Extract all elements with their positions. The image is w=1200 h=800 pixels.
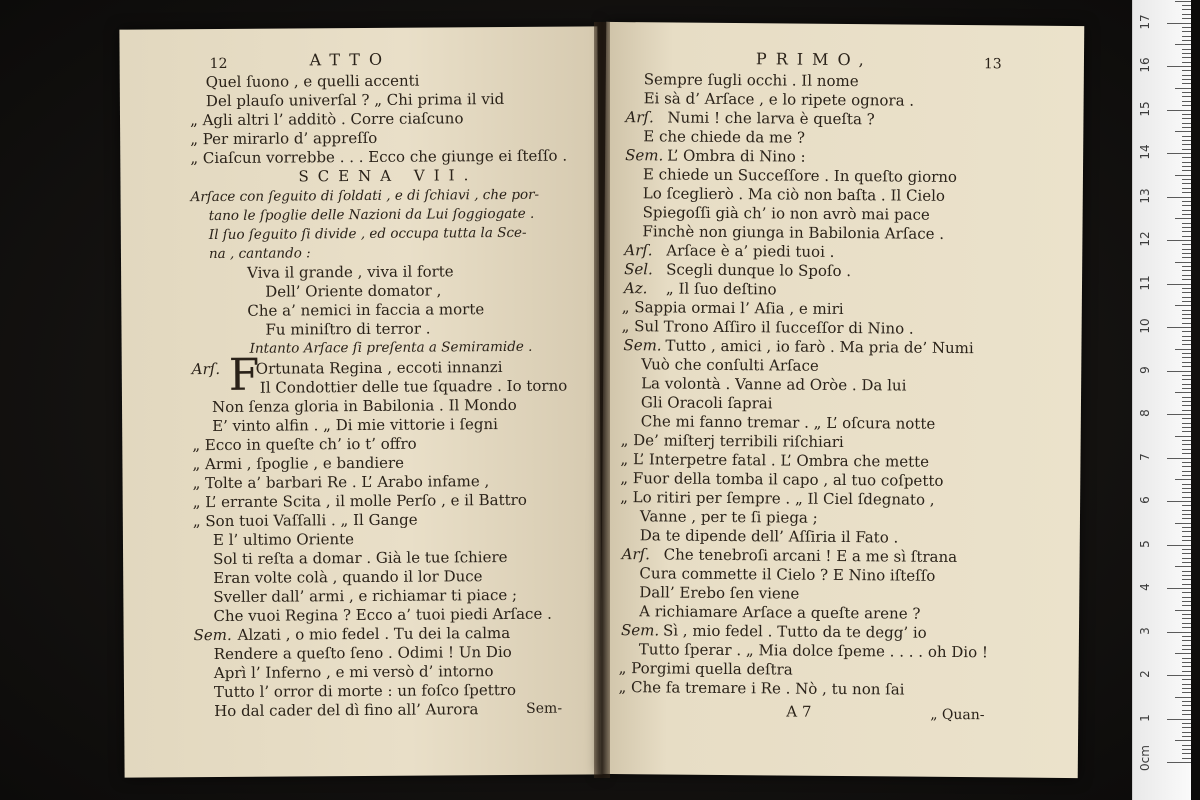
- verse-line: Finchè non giunga in Babilonia Arſace .: [642, 222, 945, 243]
- catchword: Sem-: [526, 700, 563, 717]
- ruler-tick: [1182, 471, 1191, 472]
- ruler-tick: [1182, 614, 1191, 615]
- ruler-tick: [1182, 96, 1191, 97]
- ruler-tick: [1182, 705, 1191, 706]
- ruler-tick: [1167, 197, 1191, 198]
- ruler-tick: [1175, 566, 1191, 567]
- ruler-tick: [1167, 23, 1191, 24]
- verse-line: Spiegoſſi già ch’ io non avrò mai pace: [642, 203, 930, 224]
- ruler-tick: [1167, 66, 1191, 67]
- verse-line: E che chiede da me ?: [643, 127, 806, 147]
- ruler-tick: [1167, 327, 1191, 328]
- verse-line: Non ſenza gloria in Babilonia . Il Mondo: [211, 395, 517, 417]
- ruler-tick: [1182, 118, 1191, 119]
- ruler-tick: [1182, 492, 1191, 493]
- verse-line: Cura commette il Cielo ? E Nino iſteſſo: [639, 564, 936, 585]
- ruler-tick: [1182, 92, 1191, 93]
- ruler-tick: [1167, 762, 1191, 763]
- ruler-tick: [1182, 601, 1191, 602]
- ruler-tick: [1182, 423, 1191, 424]
- ruler-tick: [1175, 131, 1191, 132]
- ruler-tick: [1182, 484, 1191, 485]
- ruler-tick: [1182, 223, 1191, 224]
- ruler-label: 2: [1138, 670, 1152, 678]
- verse-line: E l’ ultimo Oriente: [212, 530, 355, 550]
- text-line: „ Ciaſcun vorrebbe . . . Ecco che giunge ei ſteſſo .: [190, 146, 568, 168]
- ruler-tick: [1182, 366, 1191, 367]
- verse-line: Aprì l’ Inferno , e mi versò d’ intorno: [213, 662, 494, 683]
- measurement-ruler: [1132, 0, 1191, 800]
- ruler-tick: [1175, 88, 1191, 89]
- ruler-tick: [1182, 553, 1191, 554]
- ruler-tick: [1182, 166, 1191, 167]
- ruler-tick: [1182, 671, 1191, 672]
- verse-line: Che tenebroſi arcani ! E a me sì ſtrana: [663, 545, 958, 567]
- ruler-label: 11: [1138, 274, 1152, 291]
- ruler-label: 8: [1138, 409, 1152, 417]
- ruler-tick: [1182, 183, 1191, 184]
- ruler-tick: [1182, 692, 1191, 693]
- ruler-tick: [1175, 349, 1191, 350]
- ruler-tick: [1182, 140, 1191, 141]
- ruler-tick: [1182, 497, 1191, 498]
- ruler-tick: [1182, 475, 1191, 476]
- verse-line: Tutto , amici , io farò . Ma pria de’ Numi: [665, 336, 974, 358]
- ruler-tick: [1182, 14, 1191, 15]
- ruler-tick: [1182, 279, 1191, 280]
- ruler-tick: [1182, 75, 1191, 76]
- ruler-tick: [1182, 123, 1191, 124]
- ruler-tick: [1182, 666, 1191, 667]
- ruler-tick: [1182, 536, 1191, 537]
- ruler-tick: [1182, 36, 1191, 37]
- verse-line: „ Fuor della tomba il capo , al tuo coſpetto: [620, 469, 944, 490]
- ruler-tick: [1182, 9, 1191, 10]
- verse-line: „ L’ errante Scita , il molle Perſo , e il Battro: [192, 490, 527, 512]
- verse-line: „ Il ſuo deſtino: [665, 279, 777, 299]
- ruler-tick: [1167, 414, 1191, 415]
- ruler-tick: [1182, 466, 1191, 467]
- ruler-tick: [1182, 362, 1191, 363]
- ruler-tick: [1182, 105, 1191, 106]
- ruler-tick: [1182, 336, 1191, 337]
- ruler-tick: [1182, 31, 1191, 32]
- verse-line: „ Lo ritiri per ſempre . „ Il Ciel ſdegnato ,: [620, 488, 935, 509]
- verse-line: Che mi fanno tremar . „ L’ oſcura notte: [640, 412, 936, 433]
- ruler-tick: [1182, 257, 1191, 258]
- ruler-tick: [1182, 275, 1191, 276]
- right-page: [600, 22, 1085, 778]
- ruler-label: 13: [1138, 187, 1152, 204]
- ruler-tick: [1182, 758, 1191, 759]
- ruler-tick: [1167, 675, 1191, 676]
- verse-line: Ei sà d’ Arſace , e lo ripete ognora .: [643, 89, 915, 110]
- ruler-label: 15: [1138, 100, 1152, 117]
- ruler-tick: [1182, 323, 1191, 324]
- ruler-tick: [1182, 314, 1191, 315]
- ruler-tick: [1182, 453, 1191, 454]
- ruler-label: 3: [1138, 626, 1152, 635]
- verse-line: Sempre ſugli occhi . Il nome: [643, 70, 859, 91]
- ruler-tick: [1182, 297, 1191, 298]
- verse-line: Vuò che conſulti Arſace: [641, 355, 819, 375]
- stage-direction: na , cantando :: [208, 245, 311, 263]
- ruler-tick: [1175, 479, 1191, 480]
- speaker-label: Sem.: [623, 336, 662, 355]
- speaker-label: Arſ.: [191, 359, 221, 379]
- ruler-tick: [1182, 27, 1191, 28]
- ruler-tick: [1182, 449, 1191, 450]
- verse-line: A richiamare Arſace a queſte arene ?: [639, 602, 921, 623]
- ruler-tick: [1175, 175, 1191, 176]
- stage-direction: Il ſuo ſeguito ſi divide , ed occupa tutta la Sce-: [208, 224, 527, 244]
- verse-line: L’ Ombra di Nino :: [667, 146, 806, 166]
- ruler-tick: [1167, 371, 1191, 372]
- ruler-tick: [1182, 488, 1191, 489]
- ruler-tick: [1182, 192, 1191, 193]
- ruler-tick: [1182, 605, 1191, 606]
- ruler-tick: [1182, 114, 1191, 115]
- ruler-tick: [1182, 527, 1191, 528]
- ruler-tick: [1182, 710, 1191, 711]
- catchword: „ Quan-: [930, 706, 985, 724]
- ruler-tick: [1175, 653, 1191, 654]
- verse-line: Ho dal cader del dì fino all’ Aurora: [214, 700, 479, 721]
- chorus-line: Viva il grande , viva il forte: [247, 262, 454, 282]
- ruler-tick: [1182, 618, 1191, 619]
- ruler-tick: [1182, 79, 1191, 80]
- ruler-tick: [1182, 584, 1191, 585]
- ruler-tick: [1182, 179, 1191, 180]
- ruler-tick: [1167, 588, 1191, 589]
- ruler-tick: [1182, 753, 1191, 754]
- ruler-tick: [1182, 701, 1191, 702]
- ruler-tick: [1182, 688, 1191, 689]
- ruler-tick: [1182, 127, 1191, 128]
- ruler-tick: [1182, 170, 1191, 171]
- ruler-tick: [1175, 262, 1191, 263]
- ruler-tick: [1167, 458, 1191, 459]
- speaker-label: Sem.: [193, 625, 232, 645]
- running-head: PRIMO,: [755, 49, 873, 70]
- ruler-tick: [1175, 392, 1191, 393]
- ruler-tick: [1182, 558, 1191, 559]
- ruler-tick: [1182, 597, 1191, 598]
- ruler-tick: [1167, 240, 1191, 241]
- ruler-tick: [1182, 627, 1191, 628]
- drop-cap: F: [228, 349, 260, 401]
- verse-line: Dall’ Erebo ſen viene: [639, 583, 800, 603]
- ruler-tick: [1175, 697, 1191, 698]
- ruler-tick: [1182, 101, 1191, 102]
- verse-line: Tutto ſperar . „ Mia dolce ſpeme . . . . oh Dio !: [638, 640, 989, 662]
- ruler-label: 16: [1138, 57, 1152, 73]
- verse-line: Lo ſceglierò . Ma ciò non baſta . Il Cielo: [642, 184, 946, 205]
- ruler-tick: [1182, 514, 1191, 515]
- ruler-tick: [1182, 288, 1191, 289]
- text-line: „ Per mirarlo d’ appreſſo: [190, 128, 378, 149]
- ruler-tick: [1182, 375, 1191, 376]
- verse-line: „ Che fa tremare i Re . Nò , tu non ſai: [618, 678, 905, 699]
- verse-line: „ Sappia ormai l’ Aſia , e miri: [621, 298, 844, 319]
- ruler-tick: [1182, 736, 1191, 737]
- ruler-tick: [1167, 719, 1191, 720]
- ruler-tick: [1175, 218, 1191, 219]
- verse-line: E’ vinto alfin . „ Di mie vittorie i ſegni: [212, 415, 499, 436]
- ruler-tick: [1182, 157, 1191, 158]
- text-line: „ Agli altri l’ additò . Corre ciaſcuno: [189, 109, 464, 130]
- speaker-label: Arſ.: [625, 108, 654, 127]
- ruler-tick: [1182, 440, 1191, 441]
- stage-direction: tano le ſpoglie delle Nazioni da Lui ſoggiogate .: [208, 205, 535, 225]
- ruler-tick: [1182, 301, 1191, 302]
- ruler-tick: [1167, 632, 1191, 633]
- ruler-tick: [1182, 397, 1191, 398]
- ruler-tick: [1182, 149, 1191, 150]
- ruler-label: 6: [1138, 496, 1152, 504]
- verse-line: Da te dipende dell’ Aſſiria il Fato .: [639, 526, 899, 547]
- verse-line: Ortunata Regina , eccoti innanzi: [255, 358, 503, 378]
- ruler-tick: [1182, 510, 1191, 511]
- ruler-tick: [1182, 714, 1191, 715]
- speaker-label: Sel.: [624, 260, 653, 279]
- ruler-tick: [1175, 1, 1191, 2]
- speaker-label: Sem.: [620, 621, 660, 640]
- book-gutter: [594, 22, 610, 778]
- ruler-tick: [1182, 40, 1191, 41]
- ruler-tick: [1182, 684, 1191, 685]
- verse-line: La volontà . Vanne ad Oròe . Da lui: [641, 374, 907, 395]
- ruler-tick: [1182, 210, 1191, 211]
- ruler-tick: [1167, 153, 1191, 154]
- ruler-tick: [1182, 444, 1191, 445]
- ruler-tick: [1182, 531, 1191, 532]
- verse-line: E chiede un Succeſſore . In queſto giorno: [642, 165, 958, 186]
- ruler-tick: [1175, 523, 1191, 524]
- ruler-tick: [1182, 518, 1191, 519]
- text-line: Quel ſuono , e quelli accenti: [205, 71, 420, 92]
- verse-line: Gli Oracoli ſaprai: [640, 393, 773, 413]
- verse-line: Sì , mio fedel . Tutto da te degg’ io: [662, 621, 927, 642]
- verse-line: Il Condottier delle tue ſquadre . Io torno: [259, 376, 568, 397]
- ruler-tick: [1182, 571, 1191, 572]
- ruler-tick: [1182, 418, 1191, 419]
- ruler-tick: [1182, 401, 1191, 402]
- ruler-tick: [1182, 49, 1191, 50]
- scene-heading: SCENA VII.: [298, 166, 478, 186]
- ruler-tick: [1182, 344, 1191, 345]
- ruler-tick: [1182, 236, 1191, 237]
- ruler-tick: [1182, 318, 1191, 319]
- ruler-tick: [1182, 640, 1191, 641]
- verse-line: „ Tolte a’ barbari Re . L’ Arabo infame ,: [192, 472, 490, 493]
- ruler-tick: [1167, 110, 1191, 111]
- verse-line: Alzati , o mio fedel . Tu dei la calma: [237, 623, 511, 644]
- ruler-label: 5: [1138, 539, 1152, 548]
- ruler-label: 0cm: [1138, 745, 1152, 771]
- ruler-tick: [1182, 575, 1191, 576]
- ruler-tick: [1175, 436, 1191, 437]
- ruler-tick: [1182, 249, 1191, 250]
- page-number: 12: [209, 55, 228, 73]
- ruler-tick: [1182, 562, 1191, 563]
- ruler-tick: [1182, 723, 1191, 724]
- verse-line: „ De’ miſterj terribili riſchiari: [620, 431, 844, 452]
- ruler-tick: [1167, 545, 1191, 546]
- ruler-tick: [1182, 231, 1191, 232]
- ruler-tick: [1182, 214, 1191, 215]
- ruler-tick: [1182, 53, 1191, 54]
- chorus-line: Dell’ Oriente domator ,: [265, 281, 442, 301]
- verse-line: Arſace è a’ piedi tuoi .: [666, 241, 835, 261]
- ruler-tick: [1182, 623, 1191, 624]
- ruler-tick: [1182, 188, 1191, 189]
- left-page: [119, 26, 602, 777]
- verse-line: „ Ecco in queſte ch’ io t’ offro: [192, 434, 417, 455]
- speaker-label: Arſ.: [624, 241, 653, 260]
- ruler-tick: [1182, 732, 1191, 733]
- ruler-tick: [1182, 727, 1191, 728]
- ruler-tick: [1182, 431, 1191, 432]
- verse-line: „ Armi , ſpoglie , e bandiere: [192, 453, 405, 474]
- ruler-label: 17: [1138, 13, 1152, 30]
- ruler-label: 1: [1138, 713, 1152, 722]
- ruler-tick: [1175, 305, 1191, 306]
- ruler-tick: [1182, 658, 1191, 659]
- ruler-tick: [1182, 292, 1191, 293]
- text-line: Del plauſo univerſal ? „ Chi prima il vid: [205, 89, 505, 111]
- ruler-tick: [1182, 266, 1191, 267]
- verse-line: Che vuoi Regina ? Ecco a’ tuoi piedi Arſace .: [213, 604, 552, 626]
- stage-direction: Intanto Arſace ſi preſenta a Semiramide .: [249, 338, 533, 357]
- ruler-tick: [1182, 579, 1191, 580]
- ruler-tick: [1182, 57, 1191, 58]
- ruler-tick: [1182, 62, 1191, 63]
- ruler-tick: [1182, 70, 1191, 71]
- ruler-tick: [1182, 340, 1191, 341]
- ruler-tick: [1182, 83, 1191, 84]
- ruler-tick: [1182, 592, 1191, 593]
- ruler-tick: [1182, 645, 1191, 646]
- ruler-tick: [1182, 310, 1191, 311]
- ruler-label: 12: [1138, 231, 1152, 247]
- ruler-tick: [1175, 610, 1191, 611]
- ruler-tick: [1182, 540, 1191, 541]
- verse-line: „ Sul Trono Aſſiro il ſucceſſor di Nino .: [621, 317, 914, 338]
- ruler-tick: [1182, 636, 1191, 637]
- ruler-tick: [1182, 549, 1191, 550]
- ruler-tick: [1182, 379, 1191, 380]
- ruler-label: 14: [1138, 144, 1152, 160]
- verse-line: „ Son tuoi Vaſſalli . „ Il Gange: [192, 510, 418, 531]
- ruler-label: 10: [1138, 318, 1152, 334]
- verse-line: Sol ti reſta a domar . Già le tue ſchiere: [213, 547, 508, 569]
- ruler-tick: [1182, 357, 1191, 358]
- ruler-tick: [1182, 253, 1191, 254]
- verse-line: Vanne , per te ſi piega ;: [639, 507, 818, 527]
- ruler-tick: [1182, 388, 1191, 389]
- signature-mark: A 7: [786, 702, 812, 721]
- ruler-tick: [1182, 649, 1191, 650]
- ruler-tick: [1182, 136, 1191, 137]
- verse-line: „ L’ Interpetre fatal . L’ Ombra che mette: [620, 450, 930, 471]
- ruler-tick: [1175, 44, 1191, 45]
- ruler-tick: [1182, 144, 1191, 145]
- ruler-tick: [1182, 427, 1191, 428]
- speaker-label: Az.: [623, 279, 648, 298]
- ruler-tick: [1182, 505, 1191, 506]
- ruler-tick: [1182, 745, 1191, 746]
- stage-direction: Arſace con ſeguito di ſoldati , e di ſchiavi , che por-: [190, 186, 540, 206]
- ruler-tick: [1182, 18, 1191, 19]
- ruler-tick: [1182, 405, 1191, 406]
- ruler-tick: [1167, 501, 1191, 502]
- ruler-tick: [1182, 353, 1191, 354]
- chorus-line: Che a’ nemici in faccia a morte: [247, 300, 485, 320]
- speaker-label: Sem.: [625, 146, 664, 165]
- ruler-tick: [1182, 662, 1191, 663]
- verse-line: Rendere a queſto ſeno . Odimi ! Un Dio: [213, 642, 512, 664]
- ruler-label: 9: [1138, 365, 1152, 374]
- verse-line: Sveller dall’ armi , e richiamar ti piace ;: [213, 585, 518, 607]
- ruler-label: 7: [1138, 452, 1152, 461]
- ruler-tick: [1182, 462, 1191, 463]
- page-number: 13: [983, 56, 1002, 73]
- ruler-label: 4: [1138, 583, 1152, 591]
- chorus-line: Fu miniſtro di terror .: [265, 319, 431, 339]
- ruler-tick: [1182, 227, 1191, 228]
- ruler-tick: [1182, 162, 1191, 163]
- verse-line: Numi ! che larva è queſta ?: [667, 108, 875, 129]
- ruler-tick: [1182, 331, 1191, 332]
- verse-line: Scegli dunque lo Spoſo .: [666, 260, 852, 281]
- verse-line: „ Porgimi quella deſtra: [618, 659, 793, 679]
- ruler-tick: [1182, 679, 1191, 680]
- verse-line: Tutto l’ orror di morte : un foſco ſpettro: [213, 680, 517, 702]
- ruler-tick: [1182, 270, 1191, 271]
- verse-line: Eran volte colà , quando il lor Duce: [213, 567, 483, 588]
- ruler-tick: [1182, 205, 1191, 206]
- ruler-tick: [1182, 384, 1191, 385]
- ruler-tick: [1182, 410, 1191, 411]
- ruler-tick: [1182, 201, 1191, 202]
- running-head: ATTO: [309, 49, 392, 70]
- ruler-tick: [1167, 284, 1191, 285]
- ruler-tick: [1182, 749, 1191, 750]
- speaker-label: Arſ.: [621, 545, 651, 564]
- ruler-tick: [1182, 244, 1191, 245]
- ruler-tick: [1182, 5, 1191, 6]
- ruler-tick: [1175, 740, 1191, 741]
